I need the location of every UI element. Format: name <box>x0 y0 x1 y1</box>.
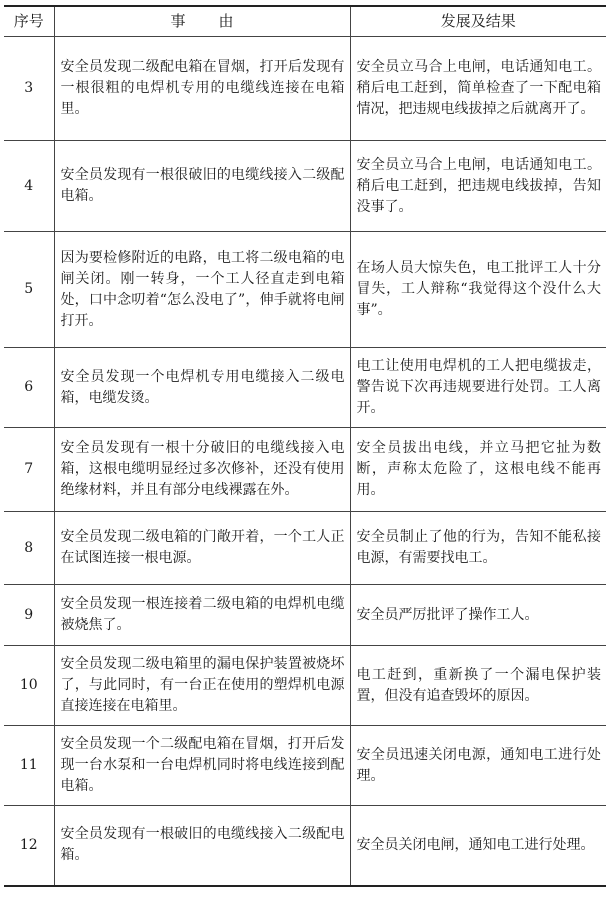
row-number: 12 <box>4 806 54 886</box>
table-row <box>4 646 606 726</box>
result-cell: 安全员严厉批评了操作工人。 <box>350 585 606 646</box>
event-cell: 安全员发现一个二级配电箱在冒烟，打开后发现一台水泵和一台电焊机同时将电线连接到配电箱。 <box>54 726 350 806</box>
table-row <box>4 726 606 806</box>
row-number: 10 <box>4 646 54 726</box>
header-row <box>4 6 606 37</box>
row-number: 5 <box>4 232 54 348</box>
result-cell: 在场人员大惊失色，电工批评工人十分冒失，工人辩称“我觉得这个没什么大事”。 <box>350 232 606 348</box>
header-result: 发展及结果 <box>350 6 606 37</box>
result-cell: 安全员立马合上电闸，电话通知电工。稍后电工赶到，简单检查了一下配电箱情况，把违规电线拔掉之后就离开了。 <box>350 37 606 141</box>
result-cell: 安全员迅速关闭电源，通知电工进行处理。 <box>350 726 606 806</box>
event-cell: 安全员发现二级电箱里的漏电保护装置被烧坏了，与此同时，有一台正在使用的塑焊机电源直接连接在电箱里。 <box>54 646 350 726</box>
event-cell: 安全员发现一个电焊机专用电缆接入二级电箱，电缆发烫。 <box>54 348 350 428</box>
event-cell: 安全员发现有一根十分破旧的电缆线接入电箱，这根电缆明显经过多次修补，还没有使用绝缘材料，并且有部分电线裸露在外。 <box>54 428 350 512</box>
events-table <box>4 5 606 887</box>
table-row <box>4 141 606 232</box>
table-row <box>4 806 606 886</box>
header-num: 序号 <box>4 6 54 37</box>
event-cell: 安全员发现有一根破旧的电缆线接入二级配电箱。 <box>54 806 350 886</box>
event-cell: 因为要检修附近的电路，电工将二级电箱的电闸关闭。刚一转身，一个工人径直走到电箱处，口中念叨着“怎么没电了”，伸手就将电闸打开。 <box>54 232 350 348</box>
result-cell: 安全员制止了他的行为，告知不能私接电源，有需要找电工。 <box>350 512 606 585</box>
row-number: 3 <box>4 37 54 141</box>
event-cell: 安全员发现二级配电箱在冒烟，打开后发现有一根很粗的电焊机专用的电缆线连接在电箱里。 <box>54 37 350 141</box>
row-number: 7 <box>4 428 54 512</box>
table-row <box>4 428 606 512</box>
event-cell: 安全员发现二级电箱的门敞开着，一个工人正在试图连接一根电源。 <box>54 512 350 585</box>
table-row <box>4 37 606 141</box>
event-cell: 安全员发现有一根很破旧的电缆线接入二级配电箱。 <box>54 141 350 232</box>
event-cell: 安全员发现一根连接着二级电箱的电焊机电缆被烧焦了。 <box>54 585 350 646</box>
table-body <box>4 37 606 886</box>
row-number: 9 <box>4 585 54 646</box>
result-cell: 安全员立马合上电闸，电话通知电工。稍后电工赶到，把违规电线拔掉，告知没事了。 <box>350 141 606 232</box>
table-header <box>4 6 606 37</box>
result-cell: 安全员关闭电闸，通知电工进行处理。 <box>350 806 606 886</box>
table-row <box>4 232 606 348</box>
header-event-label: 事由 <box>170 12 267 30</box>
table-row <box>4 348 606 428</box>
row-number: 11 <box>4 726 54 806</box>
header-event <box>54 6 350 37</box>
result-cell: 电工赶到，重新换了一个漏电保护装置，但没有追查毁坏的原因。 <box>350 646 606 726</box>
result-cell: 安全员拔出电线，并立马把它扯为数断，声称太危险了，这根电线不能再用。 <box>350 428 606 512</box>
row-number: 8 <box>4 512 54 585</box>
table-row <box>4 512 606 585</box>
table-row <box>4 585 606 646</box>
row-number: 6 <box>4 348 54 428</box>
result-cell: 电工让使用电焊机的工人把电缆拔走，警告说下次再违规要进行处罚。工人离开。 <box>350 348 606 428</box>
row-number: 4 <box>4 141 54 232</box>
